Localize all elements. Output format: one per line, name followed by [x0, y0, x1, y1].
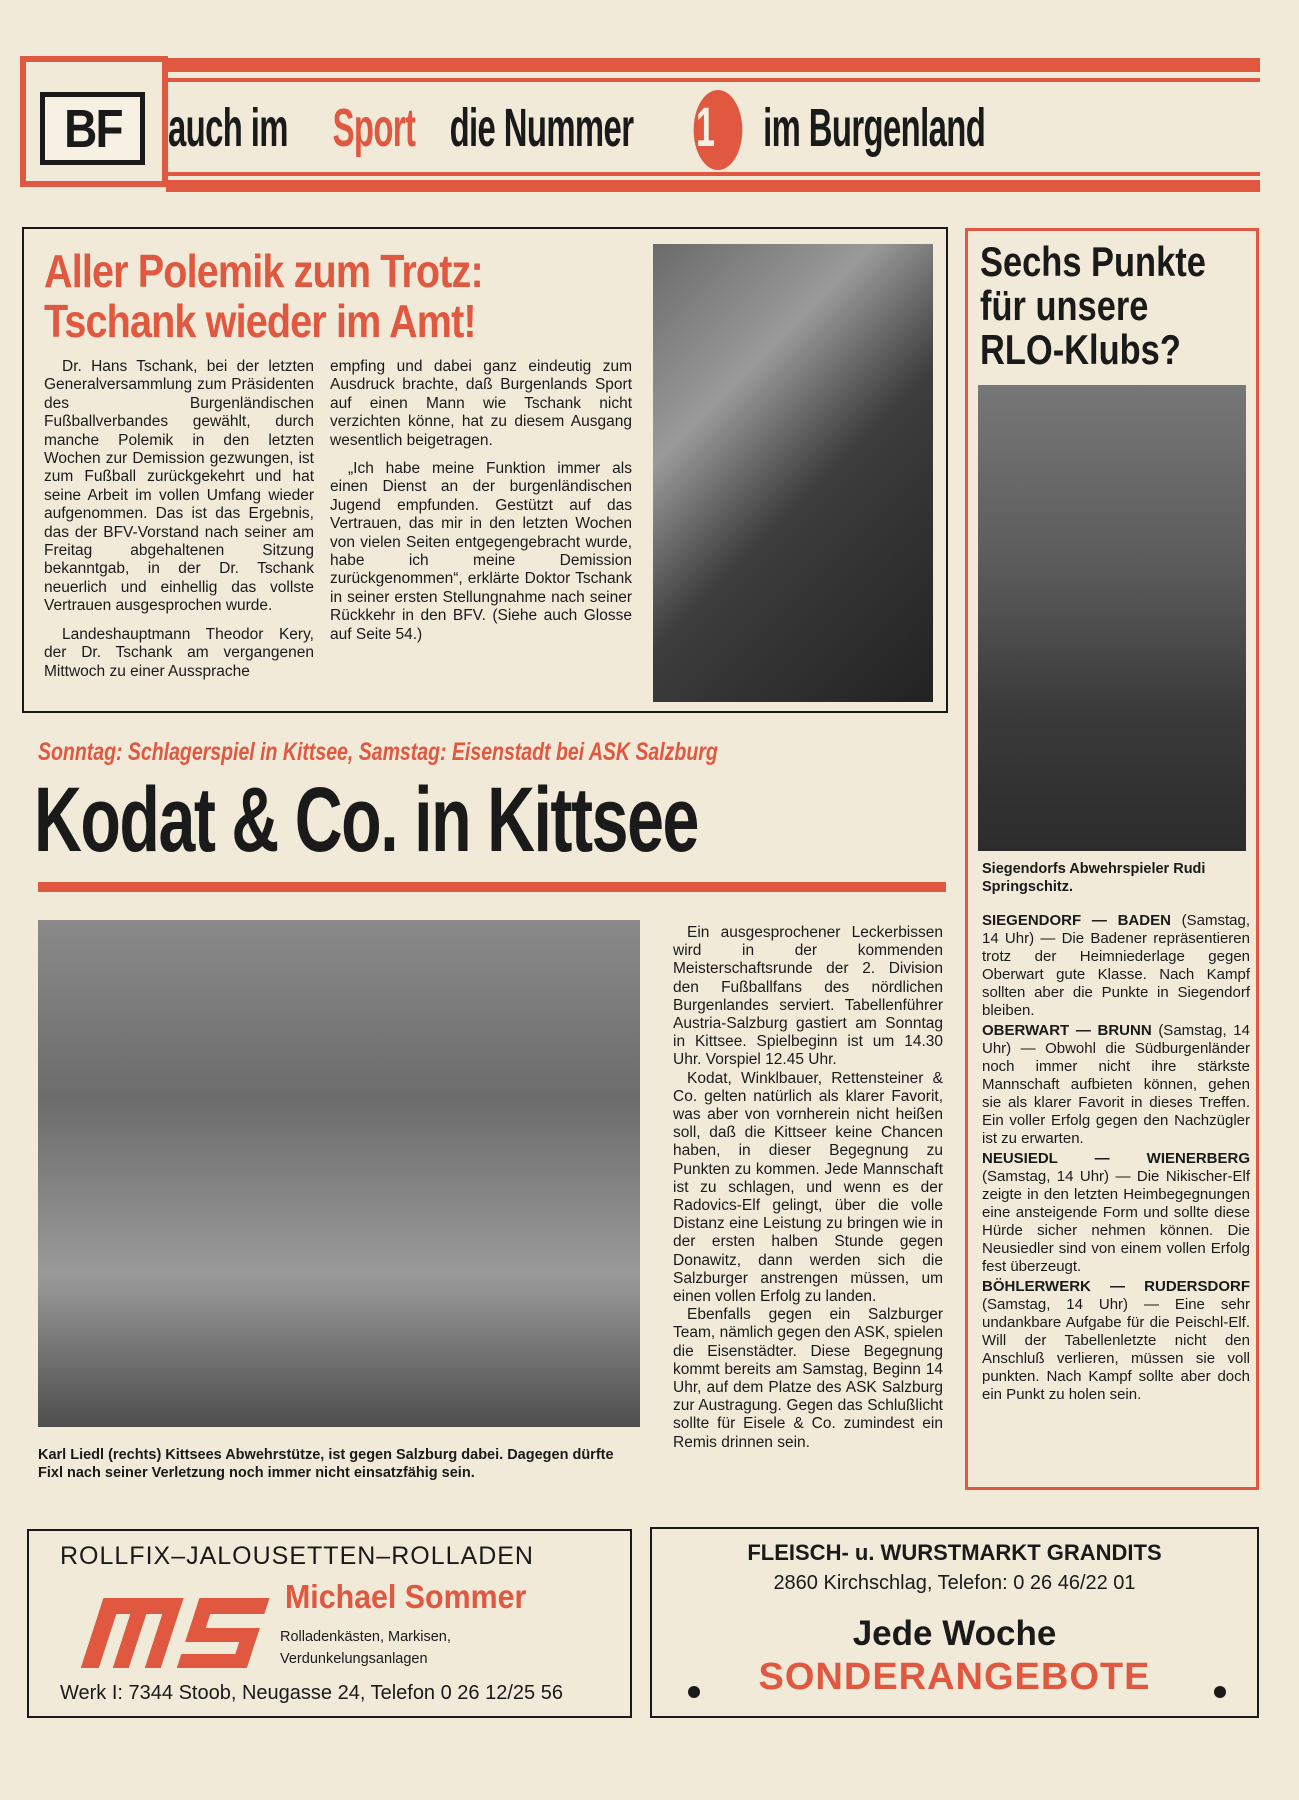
game-preview — [982, 1022, 1250, 1148]
slogan-part2: die Nummer — [449, 98, 634, 158]
masthead-rule-bottom — [166, 180, 1260, 192]
top-article-paragraph: Landeshauptmann Theodor Kery, der Dr. Tschank am vergangenen Mittwoch zu einer Aussprache — [44, 625, 314, 680]
bullet-icon — [1214, 1686, 1226, 1698]
top-headline-line1: Aller Polemik zum Trotz: — [44, 245, 483, 297]
rollfix-ad-services — [280, 1626, 451, 1670]
rollfix-ad-title: ROLLFIX–JALOUSETTEN–ROLLADEN — [60, 1542, 534, 1570]
masthead-rule-top — [166, 58, 1260, 72]
game-text: (Samstag, 14 Uhr) — Die Badener repräsentieren trotz der Heimniederlage gegen Oberwart gute Klasse. Nach Kampf sollten aber die Punkte in Siegendorf bleiben. — [982, 912, 1250, 1019]
kittsee-paragraph: Kodat, Winklbauer, Rettensteiner & Co. gelten natürlich als klarer Favorit, was aber von vornherein nicht heißen soll, daß die Kittseer keine Chancen haben, in dieser Begegnung zu Punkten zu kommen. Jede Mannschaft ist zu schlagen, und wenn es der Radovics-Elf gelingt, über die volle Distanz eine Leistung zu bringen wie in der ersten halben Stunde gegen Donawitz, dann werden sich die Salzburger anstrengen müssen, um einen vollen Erfolg zu landen. — [673, 1069, 943, 1306]
top-article-headline — [44, 246, 644, 346]
sidebar-headline-line2: für unsere — [980, 282, 1149, 329]
top-article-paragraph: empfing und dabei ganz eindeutig zum Ausdruck brachte, daß Burgenlands Sport auf einen Mann wie Tschank nicht verzichten könne, hat zu diesem Ausgang wesentlich beigetragen. — [330, 358, 632, 449]
slogan-part3: im Burgenland — [763, 98, 986, 158]
kittsee-rule — [38, 882, 946, 892]
masthead-logo: BF — [63, 98, 122, 159]
sidebar-headline-line3: RLO-Klubs? — [980, 326, 1181, 373]
rollfix-ad-service-line: Rolladenkästen, Markisen, — [280, 1629, 451, 1645]
game-text: (Samstag, 14 Uhr) — Die Nikischer-Elf zeigte in den letzten Heimbegegnungen eine ansteigende Form und sollte diese Hürde sicher nehmen können. Die Neusiedler sind von einem vollen Erfolg fest überzeugt. — [982, 1168, 1250, 1275]
kittsee-kicker — [38, 738, 909, 767]
kittsee-match-photo — [38, 920, 640, 1427]
top-article-paragraph: „Ich habe meine Funktion immer als einen Dienst an der burgenländischen Jugend empfunden. Gestützt auf das Vertrauen, das mir in den letzten Wochen von vielen Seiten entgegengebracht wurde, habe ich meine Demission zurückgenommen“, erklärte Doktor Tschank in seiner ersten Stellungnahme nach seiner Rückkehr in den BFV. (Siehe auch Glosse auf Seite 54.) — [330, 460, 632, 643]
game-preview — [982, 1150, 1250, 1276]
kittsee-kicker-text: Sonntag: Schlagerspiel in Kittsee, Samstag: Eisenstadt bei ASK Salzburg — [38, 738, 718, 766]
game-teams: SIEGENDORF — BADEN — [982, 912, 1171, 929]
top-article-column-1 — [44, 358, 314, 691]
number-one-badge: 1 — [696, 94, 740, 166]
grandits-ad-phone: 2860 Kirchschlag, Telefon: 0 26 46/22 01 — [773, 1572, 1136, 1594]
rollfix-ad-service-line: Verdunkelungsanlagen — [280, 1651, 428, 1667]
game-teams: BÖHLERWERK — RUDERSDORF — [982, 1278, 1250, 1295]
game-text: (Samstag, 14 Uhr) — Eine sehr undankbare Aufgabe für die Peischl-Elf. Will der Tabellenletzte nicht den Anschluß verlieren, müssen sie voll punkten. Nach Kampf sollte aber doch ein Punkt zu holen sein. — [982, 1296, 1250, 1403]
sidebar-games — [982, 912, 1250, 1406]
rollfix-ad-name — [285, 1578, 547, 1616]
kittsee-body — [673, 924, 943, 1452]
kittsee-paragraph: Ebenfalls gegen ein Salzburger Team, nämlich gegen den ASK, spielen die Eisenstädter. Diese Begegnung kommt bereits am Samstag, Beginn 14 Uhr, auf dem Platze des ASK Salzburg zur Austragung. Gegen das Schlußlicht sollte für Eisele & Co. zumindest ein Remis drinnen sein. — [673, 1306, 943, 1451]
tschank-photo — [653, 244, 933, 702]
rollfix-ad-address: Werk I: 7344 Stoob, Neugasse 24, Telefon 0 26 12/25 56 — [60, 1682, 563, 1704]
kittsee-photo-caption: Karl Liedl (rechts) Kittsees Abwehrstütze, ist gegen Salzburg dabei. Dagegen dürfte Fixl nach seiner Verletzung noch immer nicht einsatzfähig sein. — [38, 1447, 614, 1481]
slogan-part1: auch im — [168, 98, 288, 158]
michael-sommer-logo — [80, 1578, 280, 1678]
masthead-slogan — [168, 92, 1258, 168]
kittsee-headline-text: Kodat & Co. in Kittsee — [34, 769, 698, 871]
grandits-ad-title: FLEISCH- u. WURSTMARKT GRANDITS — [747, 1540, 1162, 1565]
game-text: (Samstag, 14 Uhr) — Obwohl die Südburgenländer noch immer nicht ihre stärkste Mannschaft aufbieten können, gehen sie als klarer Favorit in dieses Treffen. Ein voller Erfolg gegen den Nachzügler ist zu erwarten. — [982, 1022, 1250, 1147]
slogan-sport: Sport — [332, 98, 416, 158]
top-headline-line2: Tschank wieder im Amt! — [44, 295, 476, 347]
grandits-ad-offers: SONDERANGEBOTE — [758, 1656, 1151, 1698]
game-preview — [982, 1278, 1250, 1404]
top-article-paragraph: Dr. Hans Tschank, bei der letzten Generalversammlung zum Präsidenten des Burgenländischen Fußballverbandes gewählt, durch manche Polemik in den letzten Wochen zur Demission gezwungen, ist zum Fußball zurückgekehrt und hat seine Arbeit im vollen Umfang wieder aufgenommen. Das ist das Ergebnis, das der BFV-Vorstand nach seiner am Freitag abgehaltenen Sitzung bekanntgab, in der Dr. Tschank neuerlich und einhellig das vollste Vertrauen ausgesprochen wurde. — [44, 358, 314, 615]
bullet-icon — [688, 1686, 700, 1698]
springschitz-photo — [978, 385, 1246, 851]
game-preview — [982, 912, 1250, 1020]
game-teams: NEUSIEDL — WIENERBERG — [982, 1150, 1250, 1167]
kittsee-paragraph: Ein ausgesprochener Leckerbissen wird in der kommenden Meisterschaftsrunde der 2. Division den Fußballfans des nördlichen Burgenlandes serviert. Tabellenführer Austria-Salzburg gastiert am Sonntag in Kittsee. Spielbeginn ist um 14.30 Uhr. Vorspiel 12.45 Uhr. — [673, 924, 943, 1069]
masthead-rule-bottom-thin — [166, 172, 1260, 176]
masthead-logo-box — [40, 92, 145, 165]
kittsee-headline — [34, 770, 956, 870]
rollfix-ad-name-text: Michael Sommer — [285, 1578, 527, 1615]
game-teams: OBERWART — BRUNN — [982, 1022, 1152, 1039]
masthead-rule-top-thin — [166, 78, 1260, 82]
sidebar-headline — [980, 240, 1250, 372]
sidebar-headline-line1: Sechs Punkte — [980, 238, 1206, 285]
sidebar-caption: Siegendorfs Abwehrspieler Rudi Springschitz. — [982, 861, 1206, 895]
top-article-column-2 — [330, 358, 632, 654]
grandits-ad-weekly: Jede Woche — [852, 1614, 1057, 1653]
